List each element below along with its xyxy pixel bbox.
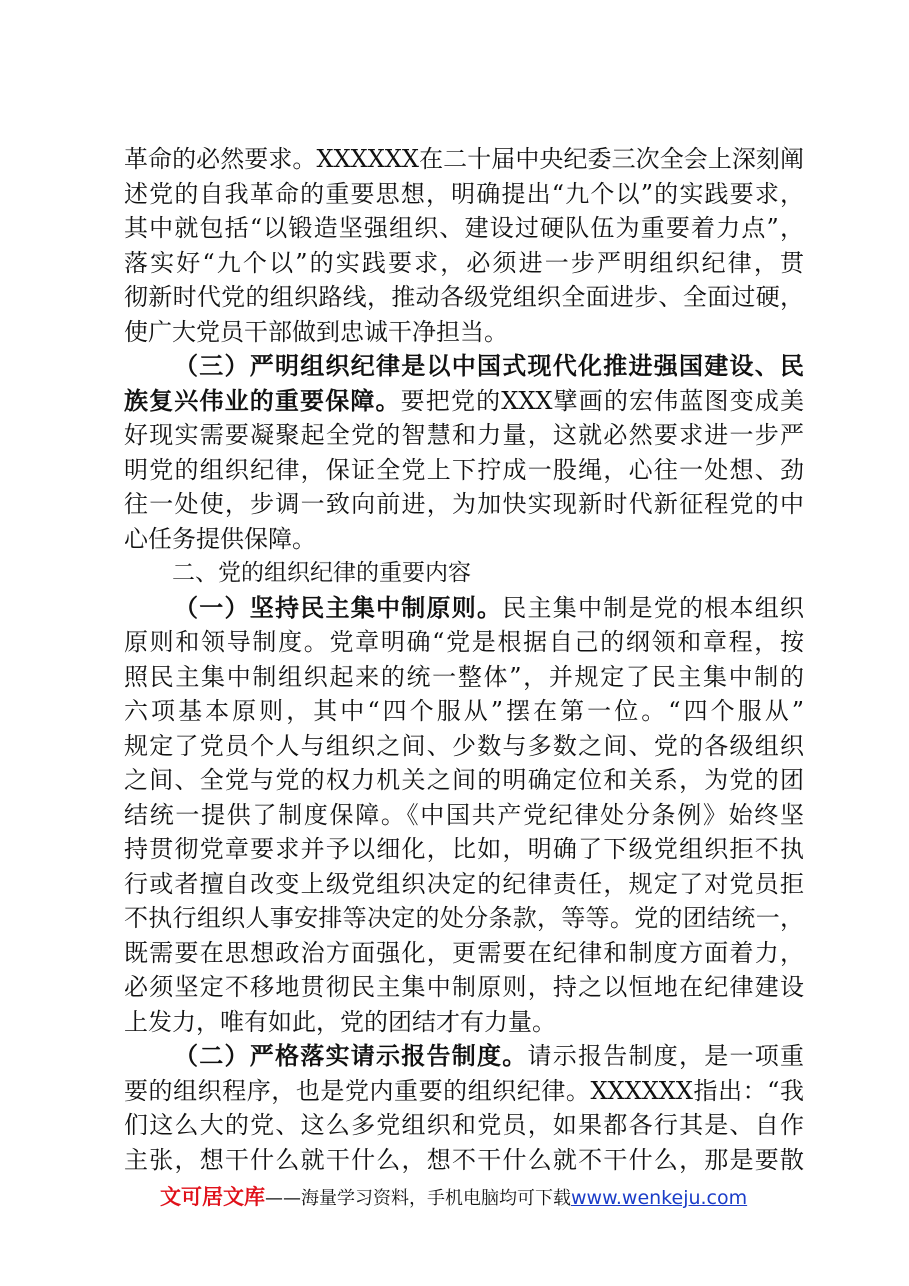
text-line — [124, 315, 804, 350]
text-line — [124, 867, 804, 902]
line-text: 原则和领导制度。党章明确“党是根据自己的纲领和章程，按 — [124, 628, 804, 656]
line-text: 结统一提供了制度保障。《中国共产党纪律处分条例》始终坚 — [124, 800, 804, 829]
line-text: 行或者擅自改变上级党组织决定的纪律责任，规定了对党员拒 — [124, 869, 804, 898]
line-text: 们这么大的党、这么多党组织和党员，如果都各行其是、自作 — [124, 1111, 804, 1139]
line-text: 要的组织程序，也是党内重要的组织纪律。XXXXXX指出：“我 — [124, 1076, 804, 1105]
text-line — [124, 522, 804, 557]
text-line — [124, 1039, 804, 1074]
text-line — [124, 763, 804, 798]
line-text: 请示报告制度，是一项重 — [527, 1042, 804, 1070]
footer-site-link[interactable]: www.wenkeju.com — [571, 1187, 748, 1209]
text-line — [124, 901, 804, 936]
line-text: 革命的必然要求。XXXXXX在二十届中央纪委三次全会上深刻阐 — [124, 145, 804, 173]
line-text: 二、党的组织纪律的重要内容 — [172, 560, 471, 586]
text-line — [124, 694, 804, 729]
line-text: 述党的自我革命的重要思想，明确提出“九个以”的实践要求， — [124, 179, 804, 208]
text-line — [124, 453, 804, 488]
bold-lead: （二）严格落实请示报告制度。 — [174, 1041, 528, 1070]
line-text: 使广大党员干部做到忠诚干净担当。 — [124, 317, 508, 346]
text-line — [124, 936, 804, 971]
line-text: 持贯彻党章要求并予以细化，比如，明确了下级党组织拒不执 — [124, 835, 804, 863]
text-line — [124, 280, 804, 315]
line-text: 好现实需要凝聚起全党的智慧和力量，这就必然要求进一步严 — [124, 421, 804, 449]
text-line — [124, 349, 804, 384]
line-text: 落实好“九个以”的实践要求，必须进一步严明组织纪律，贯 — [124, 248, 804, 277]
bold-lead: （一）坚持民主集中制原则。 — [174, 592, 503, 622]
line-text: 必须坚定不移地贯彻民主集中制原则，持之以恒地在纪律建设 — [124, 973, 804, 1001]
text-line — [124, 798, 804, 833]
line-text: 六项基本原则，其中“四个服从”摆在第一位。“四个服从” — [124, 697, 804, 725]
document-body — [124, 142, 804, 1177]
line-text: 往一处使，步调一致向前进，为加快实现新时代新征程党的中 — [124, 490, 804, 518]
text-line — [124, 970, 804, 1005]
line-text: 之间、全党与党的权力机关之间的明确定位和关系，为党的团 — [124, 766, 804, 794]
text-line — [124, 177, 804, 212]
text-line — [124, 418, 804, 453]
footer-tagline: ——海量学习资料，手机电脑均可下载 — [265, 1188, 571, 1209]
section-heading — [124, 556, 804, 591]
text-line — [124, 625, 804, 660]
line-text: 明党的组织纪律，保证全党上下拧成一股绳，心往一处想、劲 — [124, 455, 804, 484]
text-line — [124, 1074, 804, 1109]
text-line — [124, 211, 804, 246]
text-line — [124, 1005, 804, 1040]
text-line — [124, 246, 804, 281]
bold-lead: （三）严明组织纪律是以中国式现代化推进强国建设、民 — [174, 351, 804, 380]
text-line — [124, 660, 804, 695]
text-line — [124, 729, 804, 764]
text-line — [124, 832, 804, 867]
line-text: 其中就包括“以锻造坚强组织、建设过硬队伍为重要着力点”， — [124, 214, 804, 242]
line-text: 民主集中制是党的根本组织 — [502, 593, 804, 622]
line-text: 上发力，唯有如此，党的团结才有力量。 — [124, 1007, 556, 1036]
text-line — [124, 1108, 804, 1143]
bold-lead: 族复兴伟业的重要保障。 — [124, 385, 401, 415]
line-text: 规定了党员个人与组织之间、少数与多数之间、党的各级组织 — [124, 731, 804, 760]
line-text: 心任务提供保障。 — [124, 524, 316, 553]
line-text: 不执行组织人事安排等决定的处分条款，等等。党的团结统一， — [124, 904, 804, 932]
line-text: 要把党的XXX擘画的宏伟蓝图变成美 — [400, 386, 805, 415]
text-line — [124, 142, 804, 177]
footer-brand: 文可居文库 — [160, 1185, 265, 1209]
text-line — [124, 384, 804, 419]
line-text: 照民主集中制组织起来的统一整体”，并规定了民主集中制的 — [124, 662, 804, 691]
footer-banner — [160, 1183, 800, 1213]
line-text: 主张，想干什么就干什么，想不干什么就不干什么，那是要散 — [124, 1145, 804, 1174]
text-line — [124, 1143, 804, 1178]
text-line — [124, 487, 804, 522]
text-line — [124, 591, 804, 626]
line-text: 彻新时代党的组织路线，推动各级党组织全面进步、全面过硬， — [124, 283, 804, 311]
line-text: 既需要在思想政治方面强化，更需要在纪律和制度方面着力， — [124, 938, 804, 967]
